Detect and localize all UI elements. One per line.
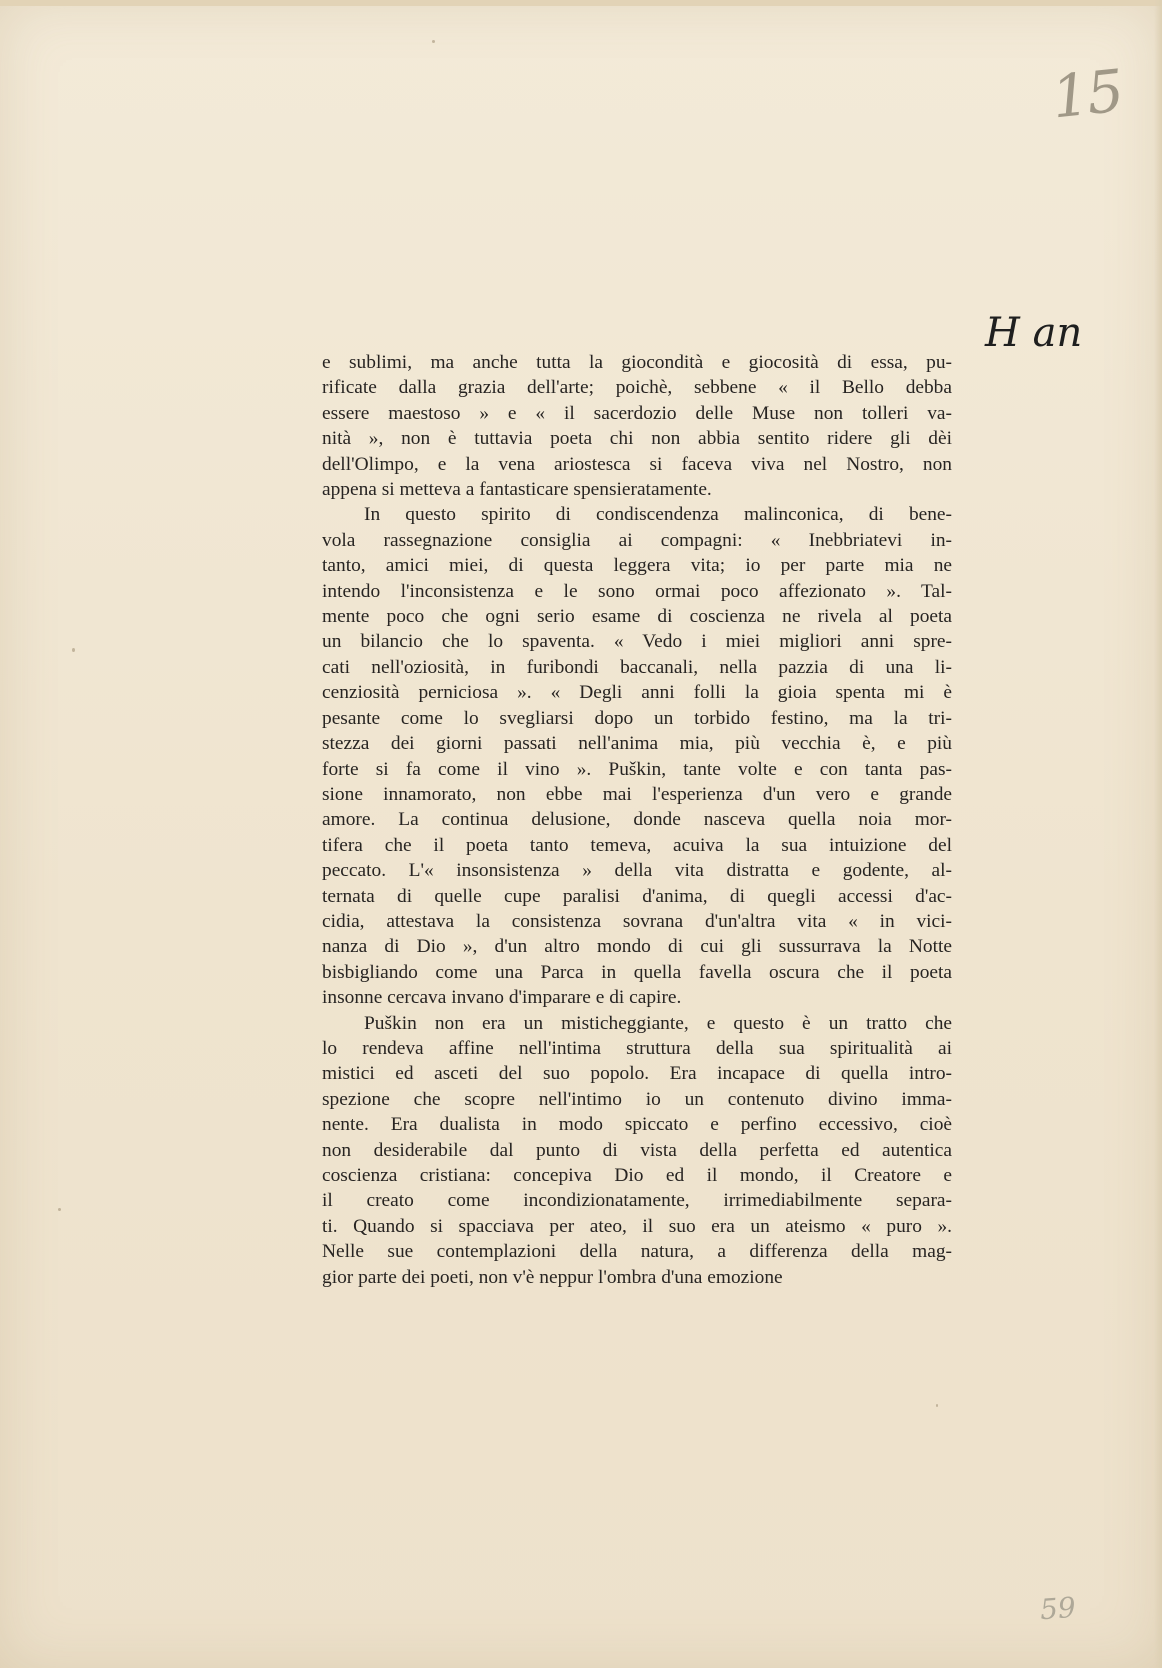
text-line: rificate dalla grazia dell'arte; poichè, sebbene « il Bello debba — [322, 377, 952, 399]
text-line: nente. Era dualista in modo spiccato e perfino eccessivo, cioè — [322, 1114, 952, 1136]
page-edge-top — [0, 0, 1162, 6]
paper-speck — [936, 1404, 938, 1407]
text-line: Nelle sue contemplazioni della natura, a differenza della mag- — [322, 1241, 952, 1263]
text-line: mistici ed asceti del suo popolo. Era incapace di quella intro- — [322, 1063, 952, 1085]
text-line: lo rendeva affine nell'intima struttura della sua spiritualità ai — [322, 1037, 952, 1059]
page-edge-right — [1154, 0, 1162, 1668]
text-line: il creato come incondizionatamente, irrimediabilmente separa- — [322, 1190, 952, 1212]
paper-speck — [58, 1208, 61, 1211]
text-line: sione innamorato, non ebbe mai l'esperienza d'un vero e grande — [322, 783, 952, 805]
text-line: tifera che il poeta tanto temeva, acuiva la sua intuizione del — [322, 834, 952, 856]
text-line: tanto, amici miei, di questa leggera vita; io per parte mia ne — [322, 555, 952, 577]
text-line: insonne cercava invano d'imparare e di capire. — [322, 987, 682, 1009]
text-line: non desiderabile dal punto di vista della perfetta ed autentica — [322, 1139, 952, 1161]
text-line: bisbigliando come una Parca in quella favella oscura che il poeta — [322, 961, 952, 983]
text-line: vola rassegnazione consiglia ai compagni: « Inebbriatevi in- — [322, 529, 952, 551]
text-line: coscienza cristiana: concepiva Dio ed il mondo, il Creatore e — [322, 1165, 952, 1186]
text-line: e sublimi, ma anche tutta la giocondità e giocosità di essa, pu- — [322, 352, 952, 373]
text-line: forte si fa come il vino ». Puškin, tante volte e con tanta pas- — [322, 758, 952, 780]
text-line: mente poco che ogni serio esame di coscienza ne rivela al poeta — [322, 606, 952, 628]
text-line: amore. La continua delusione, donde nasceva quella noia mor- — [322, 809, 952, 831]
text-line: nanza di Dio », d'un altro mondo di cui gli sussurrava la Notte — [322, 936, 952, 958]
text-line: essere maestoso » e « il sacerdozio delle Muse non tolleri va- — [322, 402, 952, 424]
text-line: In questo spirito di condiscendenza malinconica, di bene- — [364, 504, 952, 526]
text-line: Puškin non era un misticheggiante, e questo è un tratto che — [364, 1012, 952, 1034]
text-line: pesante come lo svegliarsi dopo un torbido festino, ma la tri- — [322, 707, 952, 729]
text-line: spezione che scopre nell'intimo io un contenuto divino imma- — [322, 1088, 952, 1110]
paper-speck — [432, 40, 435, 43]
text-line: un bilancio che lo spaventa. « Vedo i miei migliori anni spre- — [322, 631, 952, 653]
body-text — [322, 350, 952, 1290]
text-line: ternata di quelle cupe paralisi d'anima, di quegli accessi d'ac- — [322, 885, 952, 907]
text-line: ti. Quando si spacciava per ateo, il suo era un ateismo « puro ». — [322, 1215, 952, 1237]
text-line: peccato. L'« insonsistenza » della vita distratta e godente, al- — [322, 860, 952, 882]
text-line: cati nell'oziosità, in furibondi baccanali, nella pazzia di una li- — [322, 656, 952, 678]
handwritten-mark: H an — [985, 310, 1083, 356]
folio-number-bottom: 59 — [1038, 1590, 1077, 1627]
text-line: gior parte dei poeti, non v'è neppur l'ombra d'una emozione — [322, 1266, 783, 1288]
text-line: appena si metteva a fantasticare spensieratamente. — [322, 479, 712, 501]
text-line: nità », non è tuttavia poeta chi non abbia sentito ridere gli dèi — [322, 428, 952, 450]
text-line: dell'Olimpo, e la vena ariostesca si faceva viva nel Nostro, non — [322, 453, 952, 475]
folio-number-top: 15 — [1048, 56, 1126, 132]
paragraph — [322, 502, 952, 1010]
text-line: intendo l'inconsistenza e le sono ormai poco affezionato ». Tal- — [322, 580, 952, 602]
text-line: stezza dei giorni passati nell'anima mia, più vecchia è, e più — [322, 733, 952, 755]
text-line: cidia, attestava la consistenza sovrana d'un'altra vita « in vici- — [322, 910, 952, 932]
paragraph — [322, 350, 952, 502]
text-line: cenziosità perniciosa ». « Degli anni folli la gioia spenta mi è — [322, 682, 952, 704]
paper-speck — [72, 648, 75, 652]
paragraph — [322, 1011, 952, 1290]
